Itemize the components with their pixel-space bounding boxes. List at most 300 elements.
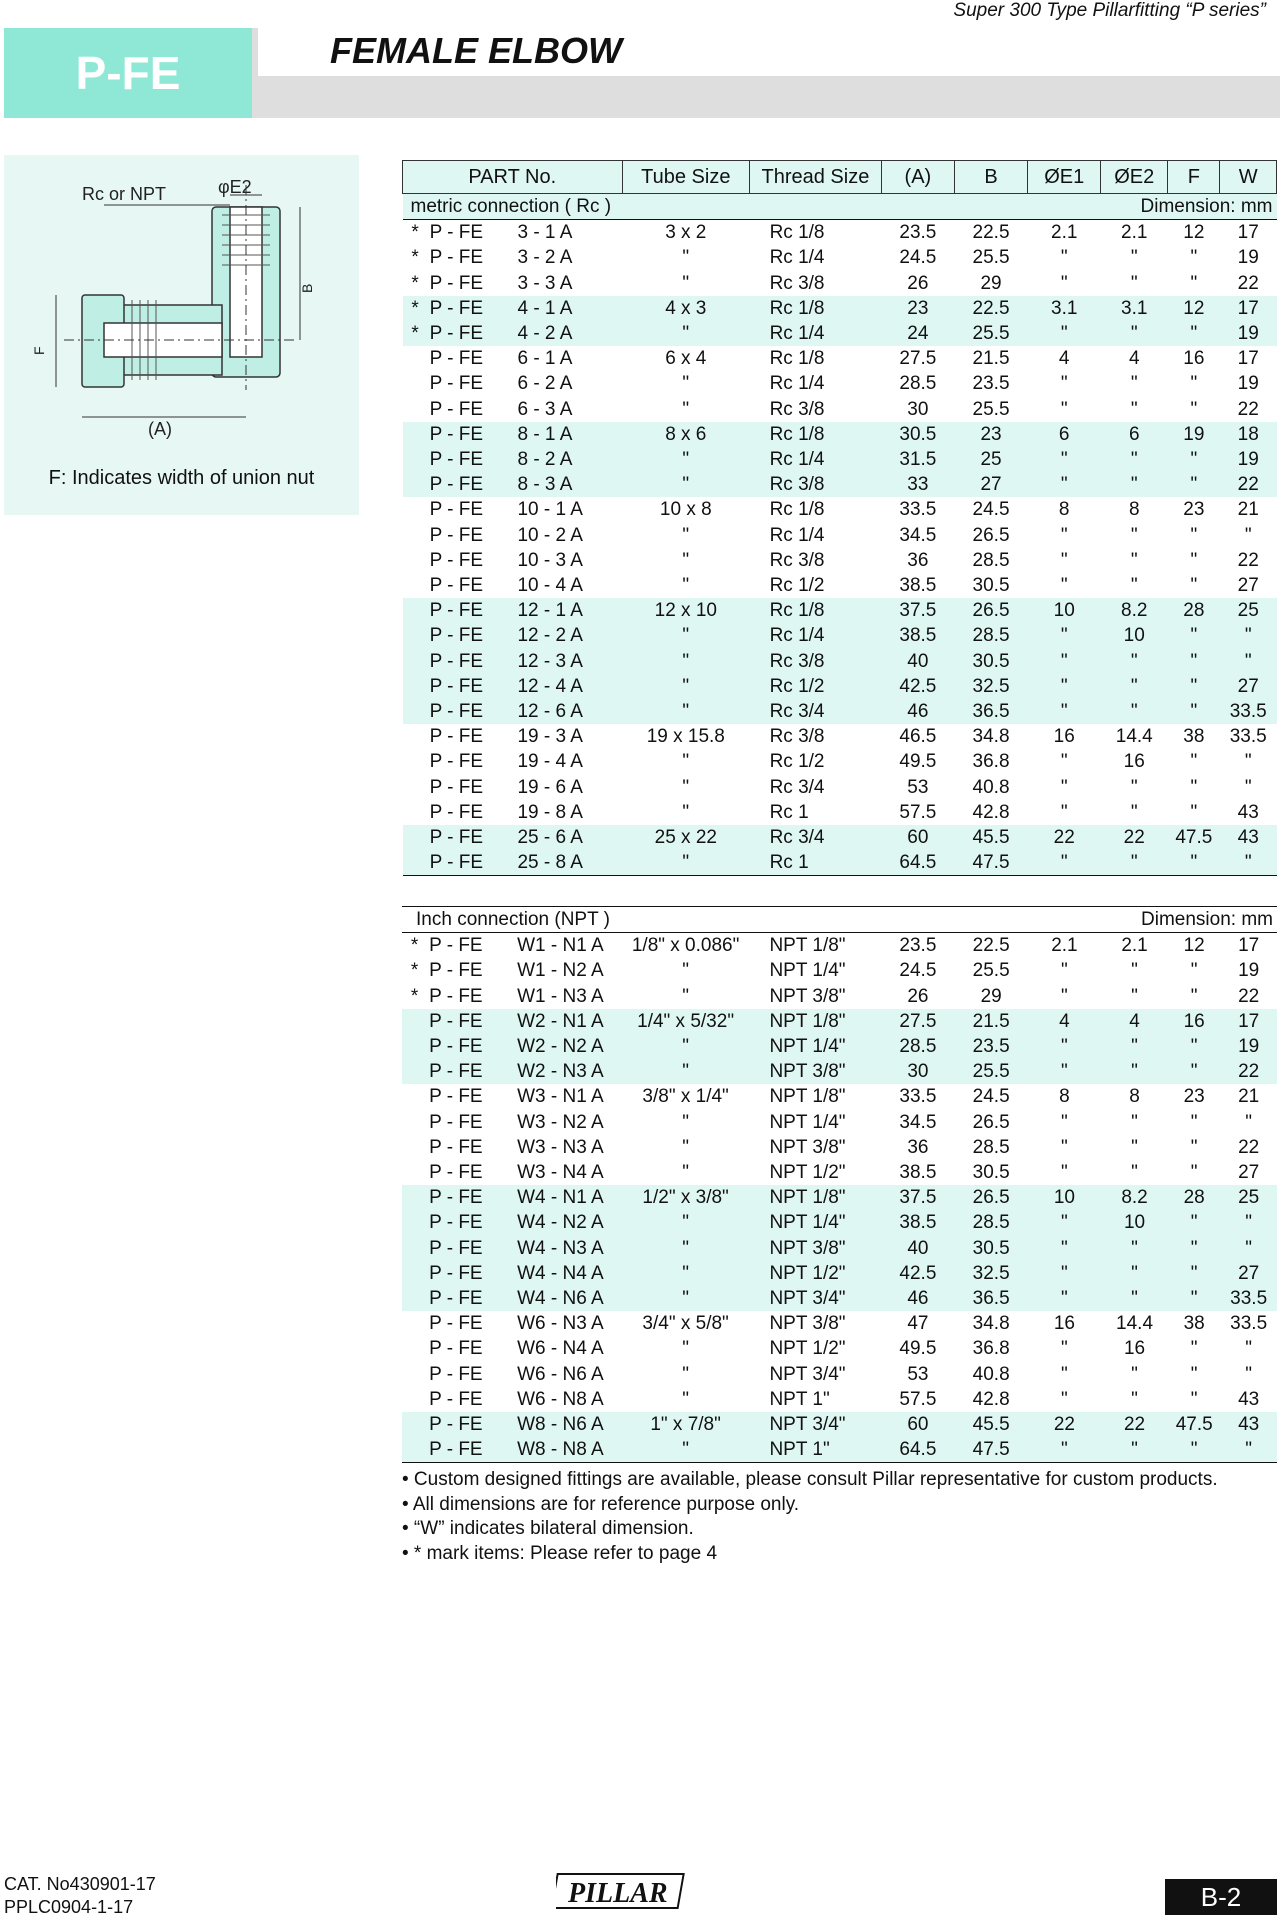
row-e1: 8: [1058, 499, 1070, 521]
row-mark: [402, 1084, 427, 1109]
row-series: P - FE: [429, 751, 484, 773]
row-e1: ": [1060, 801, 1068, 823]
row-a: 23.5: [899, 935, 937, 957]
row-b: 28.5: [955, 1210, 1028, 1235]
row-b: 25.5: [955, 1059, 1028, 1084]
row-mark: [402, 1387, 427, 1412]
row-series: P - FE: [428, 598, 518, 623]
row-series: P - FE: [429, 222, 484, 244]
row-a: 37.5: [881, 598, 954, 623]
row-tube-size: 3/4" x 5/8": [642, 1313, 729, 1335]
row-f: ": [1168, 623, 1220, 648]
row-a: 47: [907, 1313, 929, 1335]
row-code: 12 - 1 A: [517, 598, 622, 623]
row-w: 22: [1237, 549, 1259, 571]
header-b: B: [954, 161, 1027, 194]
row-a: 33.5: [899, 499, 937, 521]
row-thread-size: Rc 1: [769, 801, 809, 823]
row-b: 30.5: [972, 575, 1010, 597]
row-w: 27: [1220, 1261, 1277, 1286]
row-b: 23.5: [972, 373, 1010, 395]
row-tube-size: 25 x 22: [622, 825, 750, 850]
row-tube-size: ": [682, 549, 690, 571]
row-e1: ": [1028, 1210, 1101, 1235]
row-tube-size: ": [682, 524, 690, 546]
row-series: P - FE: [427, 1210, 517, 1235]
row-b: 32.5: [954, 674, 1027, 699]
row-mark: [403, 623, 428, 648]
row-b: 22.5: [972, 222, 1010, 244]
row-b: 21.5: [955, 1009, 1028, 1034]
row-thread-size: NPT 1/4": [749, 1034, 881, 1059]
row-w: 33.5: [1220, 1286, 1277, 1311]
row-e1: ": [1060, 575, 1068, 597]
row-series: P - FE: [428, 472, 518, 497]
row-e1: ": [1061, 985, 1068, 1007]
document-number: PPLC0904-1-17: [4, 1897, 134, 1917]
row-tube-size: ": [682, 373, 690, 395]
row-e1: ": [1028, 1059, 1101, 1084]
row-thread-size: NPT 3/8": [769, 1136, 846, 1158]
row-mark: [402, 1185, 427, 1210]
row-e1: ": [1028, 1034, 1101, 1059]
row-tube-size: ": [682, 801, 690, 823]
row-tube-size: ": [682, 1162, 689, 1184]
row-mark: *: [411, 272, 419, 294]
row-w: 27: [1238, 1162, 1260, 1184]
row-e2: ": [1131, 960, 1138, 982]
row-a: 60: [881, 825, 954, 850]
row-mark: [403, 649, 428, 674]
row-b: 40.8: [972, 776, 1010, 798]
row-b: 25.5: [954, 321, 1027, 346]
row-b: 36.8: [972, 1338, 1010, 1360]
row-w: 43: [1220, 1412, 1277, 1437]
row-w: 22: [1237, 272, 1259, 294]
row-series: P - FE: [427, 1286, 517, 1311]
row-w: ": [1245, 1363, 1253, 1385]
row-code: 6 - 2 A: [517, 373, 573, 395]
row-e1: ": [1028, 623, 1101, 648]
row-series: P - FE: [428, 825, 518, 850]
row-f: ": [1168, 850, 1220, 876]
row-e1: ": [1060, 398, 1068, 420]
row-thread-size: Rc 3/8: [769, 272, 825, 294]
row-w: 43: [1220, 825, 1277, 850]
row-e2: 16: [1123, 751, 1145, 773]
metric-dimension-table: [402, 160, 1277, 876]
row-code: 10 - 2 A: [517, 524, 583, 546]
row-code: W3 - N2 A: [517, 1111, 604, 1133]
row-code: W3 - N4 A: [517, 1162, 604, 1184]
row-mark: [402, 1236, 427, 1261]
row-mark: *: [403, 296, 428, 321]
row-thread-size: Rc 1/4: [750, 321, 882, 346]
table-row: [402, 933, 1277, 959]
row-e2: 2.1: [1121, 222, 1148, 244]
row-thread-size: Rc 1/4: [750, 447, 882, 472]
row-thread-size: NPT 1": [749, 1437, 881, 1463]
row-b: 30.5: [954, 649, 1027, 674]
row-a: 53: [907, 776, 929, 798]
row-e2: ": [1130, 776, 1138, 798]
row-a: 60: [881, 1412, 954, 1437]
inch-section-label: Inch connection (NPT ): [402, 907, 881, 933]
row-thread-size: Rc 1/8: [769, 499, 825, 521]
row-e1: 8: [1059, 1086, 1070, 1108]
row-e2: 4: [1101, 1009, 1168, 1034]
row-w: ": [1244, 524, 1252, 546]
row-code: W1 - N1 A: [517, 935, 604, 957]
row-e2: ": [1131, 1111, 1138, 1133]
note-reference: • All dimensions are for reference purpose only.: [402, 1493, 800, 1515]
row-w: 19: [1238, 960, 1260, 982]
row-e2: 3.1: [1101, 296, 1168, 321]
row-a: 24.5: [899, 247, 937, 269]
row-tube-size: 3/8" x 1/4": [642, 1086, 729, 1108]
row-b: 25.5: [972, 398, 1010, 420]
row-b: 23.5: [955, 1034, 1028, 1059]
row-mark: *: [403, 321, 428, 346]
table-row: [402, 1336, 1277, 1361]
row-f: 16: [1183, 348, 1205, 370]
row-series: P - FE: [427, 1437, 517, 1463]
row-e2: 14.4: [1115, 726, 1153, 748]
row-e2: ": [1101, 1437, 1168, 1463]
row-e2: 8.2: [1101, 1185, 1168, 1210]
row-f: 12: [1183, 935, 1205, 957]
row-series: P - FE: [427, 1059, 517, 1084]
row-e2: ": [1131, 1136, 1138, 1158]
row-series: P - FE: [429, 1313, 483, 1335]
row-mark: [403, 472, 428, 497]
row-b: 26.5: [972, 524, 1010, 546]
row-f: ": [1168, 649, 1220, 674]
row-thread-size: NPT 1/4": [749, 1210, 881, 1235]
table-row: [402, 1185, 1277, 1210]
fitting-diagram-panel: [4, 155, 359, 515]
row-code: 19 - 4 A: [517, 751, 583, 773]
row-w: ": [1220, 1210, 1277, 1235]
row-w: 25: [1220, 598, 1277, 623]
table-row: [402, 1236, 1277, 1261]
row-b: 28.5: [954, 623, 1027, 648]
row-mark: [403, 674, 428, 699]
table-row: [403, 649, 1277, 674]
row-tube-size: 10 x 8: [659, 499, 712, 521]
row-thread-size: Rc 1/8: [750, 598, 882, 623]
row-mark: *: [410, 985, 419, 1007]
row-f: ": [1168, 321, 1220, 346]
row-a: 30: [881, 1059, 954, 1084]
row-e2: ": [1130, 801, 1138, 823]
row-code: 4 - 1 A: [517, 296, 622, 321]
row-thread-size: Rc 3/8: [769, 398, 825, 420]
row-f: 23: [1183, 1086, 1205, 1108]
row-a: 33.5: [899, 1086, 937, 1108]
table-row: [402, 1110, 1277, 1135]
row-mark: *: [410, 960, 419, 982]
row-mark: [403, 850, 428, 876]
row-tube-size: ": [622, 674, 750, 699]
row-f: ": [1190, 1363, 1198, 1385]
row-code: 25 - 8 A: [517, 850, 622, 876]
row-code: 25 - 6 A: [517, 825, 622, 850]
row-w: 43: [1238, 1388, 1260, 1410]
row-f: 19: [1168, 422, 1220, 447]
row-e2: ": [1130, 373, 1138, 395]
row-mark: [403, 497, 428, 522]
header-a: (A): [881, 161, 954, 194]
row-series: P - FE: [428, 296, 518, 321]
note-bilateral: • “W” indicates bilateral dimension.: [402, 1518, 694, 1539]
row-a: 36: [907, 549, 929, 571]
pillar-logo: [556, 1872, 686, 1917]
row-series: P - FE: [429, 801, 484, 823]
logo-text: PILLAR: [568, 1878, 668, 1909]
row-thread-size: Rc 3/4: [750, 699, 882, 724]
row-series: P - FE: [427, 1034, 517, 1059]
row-a: 36: [907, 1136, 929, 1158]
row-e2: ": [1101, 1059, 1168, 1084]
row-a: 38.5: [899, 575, 937, 597]
row-series: P - FE: [429, 549, 484, 571]
row-series: P - FE: [428, 649, 518, 674]
row-series: P - FE: [428, 699, 518, 724]
table-row: [403, 825, 1277, 850]
table-row: [403, 623, 1277, 648]
row-mark: [403, 749, 428, 774]
row-thread-size: NPT 1/8": [749, 1009, 881, 1034]
row-e1: 4: [1028, 1009, 1101, 1034]
header-thread-size: Thread Size: [750, 161, 882, 194]
row-b: 45.5: [954, 825, 1027, 850]
row-f: ": [1190, 751, 1198, 773]
row-series: P - FE: [429, 776, 484, 798]
row-thread-size: NPT 1/2": [769, 1162, 846, 1184]
row-b: 30.5: [972, 1162, 1010, 1184]
row-f: ": [1168, 447, 1220, 472]
row-a: 42.5: [881, 674, 954, 699]
table-row: [403, 724, 1277, 749]
row-e2: ": [1101, 1261, 1168, 1286]
row-f: ": [1168, 1034, 1220, 1059]
row-thread-size: NPT 1/2": [749, 1261, 881, 1286]
row-mark: [403, 598, 428, 623]
row-series: P - FE: [429, 348, 484, 370]
table-row: [403, 220, 1277, 246]
row-w: 17: [1237, 348, 1259, 370]
row-thread-size: NPT 3/4": [749, 1412, 881, 1437]
row-f: ": [1190, 801, 1198, 823]
row-a: 34.5: [899, 524, 937, 546]
row-series: P - FE: [429, 1111, 483, 1133]
row-w: 18: [1220, 422, 1277, 447]
table-row: [403, 674, 1277, 699]
row-tube-size: ": [682, 751, 690, 773]
metric-section-row: [403, 194, 1277, 220]
row-tube-size: 1/8" x 0.086": [631, 935, 740, 957]
row-series: P - FE: [427, 1412, 517, 1437]
row-a: 40: [881, 1236, 954, 1261]
row-thread-size: Rc 1/2: [769, 751, 825, 773]
row-e2: ": [1101, 649, 1168, 674]
row-e1: ": [1060, 524, 1068, 546]
row-a: 33: [881, 472, 954, 497]
row-a: 46.5: [899, 726, 937, 748]
row-tube-size: 8 x 6: [622, 422, 750, 447]
row-series: P - FE: [429, 1136, 483, 1158]
row-w: ": [1220, 1236, 1277, 1261]
row-tube-size: ": [622, 321, 750, 346]
row-mark: [402, 1160, 427, 1185]
row-tube-size: ": [682, 1136, 689, 1158]
row-a: 46: [881, 699, 954, 724]
row-code: 3 - 1 A: [517, 222, 573, 244]
row-a: 34.5: [899, 1111, 937, 1133]
row-code: 6 - 3 A: [517, 398, 573, 420]
row-b: 25.5: [972, 960, 1010, 982]
row-tube-size: ": [682, 1338, 689, 1360]
row-thread-size: Rc 3/4: [769, 776, 825, 798]
table-row: [403, 371, 1277, 396]
row-code: 3 - 2 A: [517, 247, 573, 269]
row-w: 27: [1237, 575, 1259, 597]
header-w: W: [1220, 161, 1277, 194]
table-row: [402, 984, 1277, 1009]
row-thread-size: NPT 3/8": [769, 985, 846, 1007]
row-series: P - FE: [429, 373, 484, 395]
row-e2: 2.1: [1121, 935, 1148, 957]
row-a: 23: [881, 296, 954, 321]
row-code: 19 - 6 A: [517, 776, 583, 798]
row-mark: [402, 1362, 427, 1387]
page-title: FEMALE ELBOW: [330, 30, 622, 71]
row-e1: 2.1: [1051, 935, 1078, 957]
row-a: 24.5: [899, 960, 937, 982]
row-tube-size: ": [622, 623, 750, 648]
row-mark: [403, 699, 428, 724]
row-f: ": [1190, 575, 1198, 597]
row-f: ": [1190, 1338, 1198, 1360]
table-row: [402, 1412, 1277, 1437]
row-tube-size: ": [622, 1437, 750, 1463]
row-thread-size: Rc 1/8: [769, 348, 825, 370]
row-f: ": [1190, 398, 1198, 420]
row-thread-size: NPT 3/8": [749, 1059, 881, 1084]
row-e2: ": [1101, 699, 1168, 724]
row-w: 17: [1237, 222, 1259, 244]
row-e1: ": [1028, 321, 1101, 346]
row-b: 34.8: [972, 1313, 1010, 1335]
row-f: ": [1190, 1388, 1198, 1410]
row-e1: ": [1028, 1286, 1101, 1311]
row-mark: [403, 800, 428, 825]
row-b: 47.5: [955, 1437, 1028, 1463]
label-f: F: [31, 346, 47, 355]
row-series: P - FE: [429, 985, 483, 1007]
row-thread-size: Rc 1/8: [750, 296, 882, 321]
row-w: 43: [1237, 801, 1259, 823]
row-a: 23.5: [899, 222, 937, 244]
row-f: ": [1168, 674, 1220, 699]
catalog-info: [4, 1873, 156, 1919]
row-w: 17: [1220, 296, 1277, 321]
row-f: 47.5: [1168, 1412, 1220, 1437]
row-b: 36.5: [955, 1286, 1028, 1311]
row-w: ": [1220, 649, 1277, 674]
row-series: P - FE: [428, 321, 518, 346]
row-a: 24: [881, 321, 954, 346]
row-a: 38.5: [881, 1210, 954, 1235]
row-f: ": [1168, 1236, 1220, 1261]
table-row: [403, 397, 1277, 422]
row-e1: 10: [1028, 598, 1101, 623]
row-e2: 6: [1101, 422, 1168, 447]
row-e2: ": [1101, 850, 1168, 876]
row-w: ": [1220, 623, 1277, 648]
row-thread-size: NPT 1/4": [769, 1111, 846, 1133]
elbow-body-shape: [82, 207, 280, 387]
row-series: P - FE: [428, 447, 518, 472]
row-tube-size: ": [682, 776, 690, 798]
row-mark: [403, 548, 428, 573]
row-thread-size: Rc 1/2: [750, 674, 882, 699]
row-w: 22: [1238, 985, 1260, 1007]
row-a: 30.5: [881, 422, 954, 447]
row-b: 28.5: [972, 1136, 1010, 1158]
row-tube-size: ": [622, 850, 750, 876]
row-e1: ": [1028, 472, 1101, 497]
row-b: 40.8: [972, 1363, 1010, 1385]
row-series: P - FE: [428, 623, 518, 648]
row-mark: [403, 397, 428, 422]
table-row: [403, 850, 1277, 876]
row-tube-size: 19 x 15.8: [646, 726, 725, 748]
row-tube-size: 3 x 2: [665, 222, 707, 244]
table-row: [403, 775, 1277, 800]
row-e1: ": [1060, 247, 1068, 269]
row-e2: ": [1101, 1236, 1168, 1261]
label-thread: Rc or NPT: [82, 184, 167, 204]
row-w: 25: [1220, 1185, 1277, 1210]
metric-rows: [403, 220, 1277, 876]
row-f: ": [1190, 549, 1198, 571]
row-series: P - FE: [429, 272, 484, 294]
row-w: 17: [1238, 935, 1260, 957]
row-a: 42.5: [881, 1261, 954, 1286]
table-row: [403, 497, 1277, 522]
row-tube-size: ": [622, 447, 750, 472]
row-series: P - FE: [429, 524, 484, 546]
row-thread-size: NPT 3/8": [749, 1236, 881, 1261]
row-b: 26.5: [972, 1111, 1010, 1133]
row-e1: ": [1061, 1388, 1068, 1410]
table-row: [403, 447, 1277, 472]
row-b: 30.5: [955, 1236, 1028, 1261]
page-number: B-2: [1165, 1879, 1277, 1915]
row-b: 36.5: [954, 699, 1027, 724]
row-tube-size: ": [622, 1261, 750, 1286]
row-f: 38: [1183, 1313, 1205, 1335]
row-code: W6 - N6 A: [517, 1363, 604, 1385]
label-e2: φE2: [218, 177, 252, 197]
row-mark: [402, 1437, 427, 1463]
row-mark: [403, 346, 428, 371]
row-series: P - FE: [428, 674, 518, 699]
row-code: 19 - 8 A: [517, 801, 583, 823]
row-mark: [402, 1336, 427, 1361]
